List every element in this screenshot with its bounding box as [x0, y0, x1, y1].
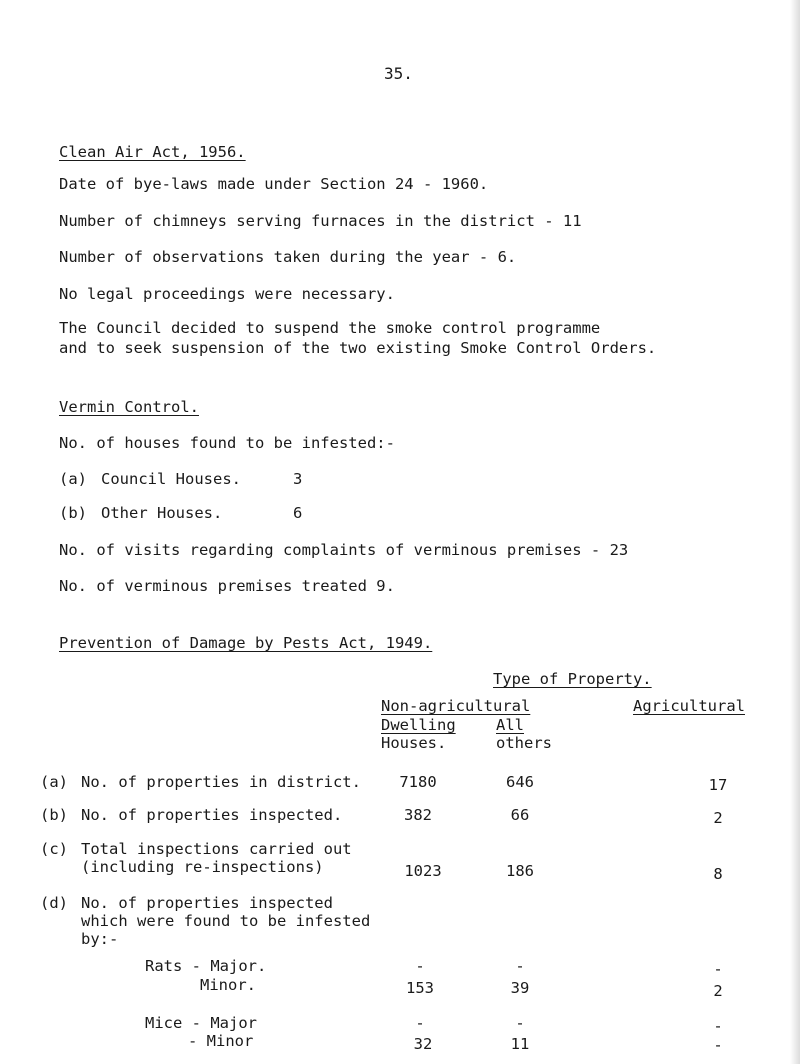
clean-air-line-3: Number of observations taken during the year - 6.: [59, 248, 517, 266]
mice-minor-label: - Minor: [188, 1032, 254, 1050]
vermin-item-a-letter: (a): [59, 470, 87, 488]
row-a-dwelling: 7180: [399, 773, 437, 791]
mice-major-dwelling: -: [415, 1014, 425, 1032]
clean-air-line-1: Date of bye-laws made under Section 24 - 1960.: [59, 175, 489, 193]
mice-minor-dwelling: 32: [413, 1035, 433, 1053]
row-a-agricultural: 17: [708, 776, 728, 794]
row-b-agricultural: 2: [713, 809, 723, 827]
rats-major-dwelling: -: [415, 957, 425, 975]
vermin-item-a-label: Council Houses.: [101, 470, 241, 488]
vermin-heading: Vermin Control.: [59, 398, 199, 416]
clean-air-heading: Clean Air Act, 1956.: [59, 143, 246, 161]
type-of-property-heading: Type of Property.: [493, 670, 652, 688]
clean-air-line-6: and to seek suspension of the two existing Smoke Control Orders.: [59, 339, 657, 357]
row-b-dwelling: 382: [404, 806, 432, 824]
all-header: All: [496, 716, 524, 734]
rats-minor-label: Minor.: [200, 976, 256, 994]
agricultural-header: Agricultural: [633, 697, 745, 715]
clean-air-line-4: No legal proceedings were necessary.: [59, 285, 395, 303]
row-d-label-2: which were found to be infested: [81, 912, 371, 930]
page-number: 35.: [384, 64, 413, 83]
rats-major-label: Rats - Major.: [145, 957, 267, 975]
vermin-item-a-value: 3: [293, 470, 303, 488]
vermin-item-b-letter: (b): [59, 504, 87, 522]
row-d-label-1: No. of properties inspected: [81, 894, 333, 912]
mice-minor-agricultural: -: [713, 1036, 723, 1054]
row-c-all-others: 186: [506, 862, 534, 880]
pests-heading: Prevention of Damage by Pests Act, 1949.: [59, 634, 433, 652]
row-c-label-1: Total inspections carried out: [81, 840, 352, 858]
row-c-label-2: (including re-inspections): [81, 858, 324, 876]
others-header: others: [496, 734, 552, 752]
clean-air-line-2: Number of chimneys serving furnaces in the district - 11: [59, 212, 582, 230]
non-agricultural-header: Non-agricultural: [381, 697, 531, 715]
row-c-dwelling: 1023: [404, 862, 442, 880]
mice-minor-all-others: 11: [510, 1035, 530, 1053]
row-c-agricultural: 8: [713, 865, 723, 883]
vermin-infested-label: No. of houses found to be infested:-: [59, 434, 395, 452]
houses-header: Houses.: [381, 734, 447, 752]
row-d-letter: (d): [40, 894, 68, 912]
row-a-letter: (a): [40, 773, 68, 791]
clean-air-line-5: The Council decided to suspend the smoke control programme: [59, 319, 601, 337]
dwelling-header: Dwelling: [381, 716, 456, 734]
page-edge-shadow: [790, 0, 800, 1064]
row-a-all-others: 646: [506, 773, 534, 791]
row-b-all-others: 66: [510, 806, 530, 824]
row-c-letter: (c): [40, 840, 68, 858]
row-b-label: No. of properties inspected.: [81, 806, 343, 824]
rats-minor-dwelling: 153: [406, 979, 434, 997]
vermin-visits-line: No. of visits regarding complaints of verminous premises - 23: [59, 541, 629, 559]
row-a-label: No. of properties in district.: [81, 773, 361, 791]
vermin-item-b-label: Other Houses.: [101, 504, 223, 522]
rats-minor-agricultural: 2: [713, 982, 723, 1000]
row-b-letter: (b): [40, 806, 68, 824]
mice-major-agricultural: -: [713, 1017, 723, 1035]
vermin-treated-line: No. of verminous premises treated 9.: [59, 577, 395, 595]
rats-major-all-others: -: [515, 957, 525, 975]
rats-major-agricultural: -: [713, 960, 723, 978]
rats-minor-all-others: 39: [510, 979, 530, 997]
mice-major-label: Mice - Major: [145, 1014, 257, 1032]
vermin-item-b-value: 6: [293, 504, 303, 522]
mice-major-all-others: -: [515, 1014, 525, 1032]
row-d-label-3: by:-: [81, 930, 119, 948]
